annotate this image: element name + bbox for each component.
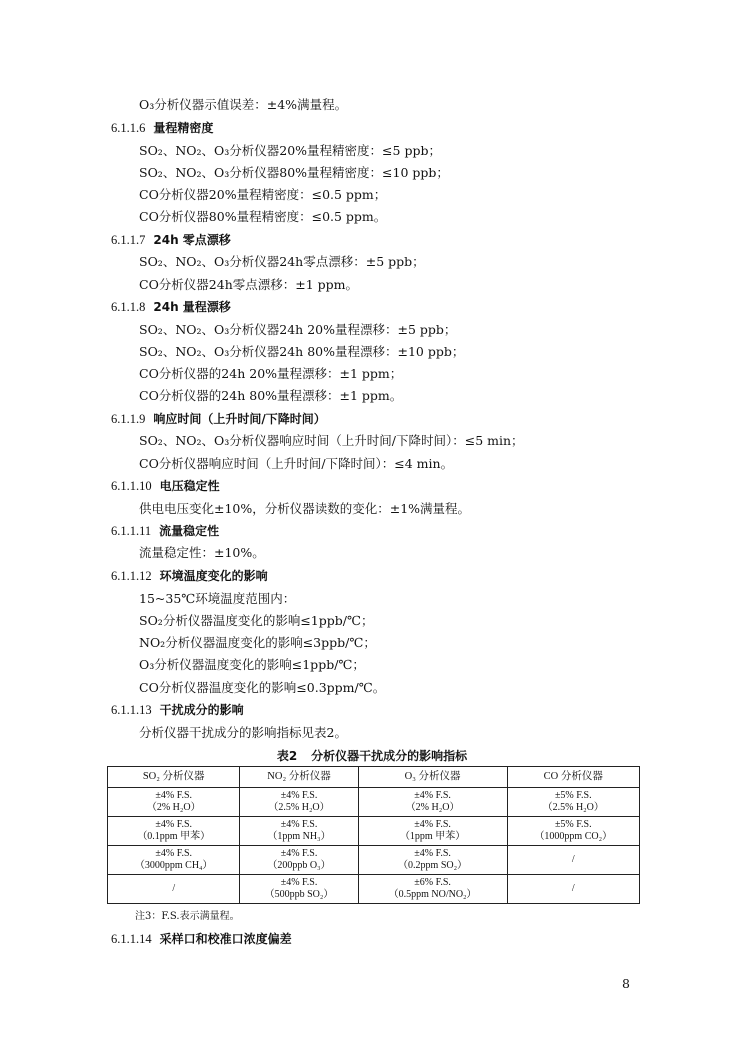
table-row bbox=[108, 875, 640, 904]
section-title: 响应时间（上升时间/下降时间） bbox=[153, 412, 326, 426]
paragraph-line: 分析仪器干扰成分的影响指标见表2。 bbox=[139, 725, 347, 740]
table-row bbox=[108, 788, 640, 817]
table-cell bbox=[240, 875, 358, 904]
table-cell bbox=[507, 875, 639, 904]
paragraph-line: SO₂、NO₂、O₃分析仪器响应时间（上升时间/下降时间）：≤5 min； bbox=[139, 433, 524, 448]
cell-line: ±4% F.S. bbox=[280, 790, 318, 801]
section-title: 24h 量程漂移 bbox=[153, 300, 231, 314]
cell-line: / bbox=[172, 883, 176, 894]
cell-line: （3000ppm CH₄） bbox=[134, 860, 213, 871]
section-title: 流量稳定性 bbox=[159, 524, 220, 538]
table-cell bbox=[358, 846, 507, 875]
paragraph-line: CO分析仪器响应时间（上升时间/下降时间）：≤4 min。 bbox=[139, 456, 454, 471]
table-cell bbox=[240, 788, 358, 817]
table-cell bbox=[240, 846, 358, 875]
page-number: 8 bbox=[622, 976, 630, 991]
table-cell bbox=[507, 817, 639, 846]
section-heading-6-1-1-14 bbox=[111, 931, 292, 947]
table-cell bbox=[108, 788, 240, 817]
paragraph-line: SO₂分析仪器温度变化的影响≤1ppb/℃； bbox=[139, 613, 374, 628]
section-heading bbox=[111, 568, 268, 584]
section-number: 6.1.1.13 bbox=[111, 703, 152, 717]
table-cell bbox=[507, 846, 639, 875]
cell-line: ±4% F.S. bbox=[155, 848, 193, 859]
paragraph-line: SO₂、NO₂、O₃分析仪器80%量程精密度：≤10 ppb； bbox=[139, 165, 449, 180]
paragraph-line: CO分析仪器的24h 80%量程漂移：±1 ppm。 bbox=[139, 388, 403, 403]
table-cell bbox=[108, 875, 240, 904]
paragraph-line: SO₂、NO₂、O₃分析仪器24h零点漂移：±5 ppb； bbox=[139, 254, 425, 269]
section-number: 6.1.1.9 bbox=[111, 412, 146, 426]
paragraph-line: CO分析仪器20%量程精密度：≤0.5 ppm； bbox=[139, 187, 387, 202]
cell-line: / bbox=[571, 883, 575, 894]
cell-line: ±4% F.S. bbox=[414, 819, 451, 830]
paragraph-line: SO₂、NO₂、O₃分析仪器24h 80%量程漂移：±10 ppb； bbox=[139, 344, 465, 359]
table-cell bbox=[358, 875, 507, 904]
column-header: CO 分析仪器 bbox=[507, 767, 639, 788]
paragraph-line: 15~35℃环境温度范围内： bbox=[139, 591, 296, 606]
section-heading bbox=[111, 478, 220, 494]
table-cell bbox=[358, 817, 507, 846]
cell-line: ±4% F.S. bbox=[414, 848, 451, 859]
section-heading bbox=[111, 299, 231, 315]
cell-line: （2% H₂O） bbox=[146, 802, 201, 813]
section-number: 6.1.1.10 bbox=[111, 479, 152, 493]
table-label: 表2 bbox=[276, 749, 298, 763]
paragraph-line: CO分析仪器80%量程精密度：≤0.5 ppm。 bbox=[139, 209, 387, 224]
paragraph-line: CO分析仪器24h零点漂移：±1 ppm。 bbox=[139, 277, 359, 292]
cell-line: （0.2ppm SO₂） bbox=[398, 860, 468, 871]
section-title: 量程精密度 bbox=[153, 121, 214, 135]
cell-line: ±5% F.S. bbox=[554, 790, 592, 801]
cell-line: （1ppm 甲苯） bbox=[399, 831, 466, 842]
cell-line: （500ppb SO₂） bbox=[264, 889, 334, 900]
table-body bbox=[108, 788, 640, 904]
section-number: 6.1.1.7 bbox=[111, 233, 146, 247]
section-number: 6.1.1.6 bbox=[111, 121, 146, 135]
table-cell bbox=[108, 817, 240, 846]
table-title: 分析仪器干扰成分的影响指标 bbox=[311, 749, 468, 763]
column-header: NO₂ 分析仪器 bbox=[240, 767, 358, 788]
table-cell bbox=[108, 846, 240, 875]
paragraph-line: SO₂、NO₂、O₃分析仪器20%量程精密度：≤5 ppb； bbox=[139, 143, 441, 158]
section-heading bbox=[111, 232, 231, 248]
cell-line: ±5% F.S. bbox=[554, 819, 592, 830]
paragraph-line: 流量稳定性：±10%。 bbox=[139, 545, 265, 560]
section-heading bbox=[111, 702, 244, 718]
section-heading bbox=[111, 523, 219, 539]
section-heading bbox=[111, 120, 213, 136]
table-caption bbox=[0, 747, 744, 764]
section-number: 6.1.1.14 bbox=[111, 932, 152, 946]
cell-line: （2.5% H₂O） bbox=[268, 802, 330, 813]
paragraph-line: SO₂、NO₂、O₃分析仪器24h 20%量程漂移：±5 ppb； bbox=[139, 322, 457, 337]
section-title: 24h 零点漂移 bbox=[153, 233, 231, 247]
section-number: 6.1.1.8 bbox=[111, 300, 146, 314]
cell-line: （200ppb O₃） bbox=[267, 860, 331, 871]
section-title: 采样口和校准口浓度偏差 bbox=[159, 932, 292, 946]
table-row bbox=[108, 817, 640, 846]
cell-line: ±4% F.S. bbox=[280, 877, 318, 888]
cell-line: ±6% F.S. bbox=[414, 877, 451, 888]
section-heading bbox=[111, 411, 326, 427]
cell-line: （2% H₂O） bbox=[405, 802, 460, 813]
interference-table bbox=[107, 766, 640, 904]
table-cell bbox=[507, 788, 639, 817]
section-title: 电压稳定性 bbox=[159, 479, 220, 493]
table-cell bbox=[358, 788, 507, 817]
section-number: 6.1.1.12 bbox=[111, 569, 152, 583]
section-number: 6.1.1.11 bbox=[111, 524, 152, 538]
paragraph-line: CO分析仪器温度变化的影响≤0.3ppm/℃。 bbox=[139, 680, 386, 695]
cell-line: （1000ppm CO₂） bbox=[534, 831, 613, 842]
cell-line: ±4% F.S. bbox=[155, 819, 193, 830]
paragraph-line: 供电电压变化±10%，分析仪器读数的变化：±1%满量程。 bbox=[139, 501, 471, 516]
table-header-row bbox=[108, 767, 640, 788]
cell-line: ±4% F.S. bbox=[280, 819, 318, 830]
column-header: O₃ 分析仪器 bbox=[358, 767, 507, 788]
section-title: 干扰成分的影响 bbox=[159, 703, 244, 717]
cell-line: （1ppm NH₃） bbox=[267, 831, 331, 842]
cell-line: （2.5% H₂O） bbox=[542, 802, 604, 813]
paragraph-line: O₃分析仪器温度变化的影响≤1ppb/℃； bbox=[139, 657, 365, 672]
cell-line: （0.5ppm NO/NO₂） bbox=[388, 889, 477, 900]
paragraph-line: NO₂分析仪器温度变化的影响≤3ppb/℃； bbox=[139, 635, 376, 650]
table-cell bbox=[240, 817, 358, 846]
cell-line: （0.1ppm 甲苯） bbox=[137, 831, 211, 842]
column-header: SO₂ 分析仪器 bbox=[108, 767, 240, 788]
table-row bbox=[108, 846, 640, 875]
table-note: 注3：F.S.表示满量程。 bbox=[135, 911, 240, 922]
paragraph-line: CO分析仪器的24h 20%量程漂移：±1 ppm； bbox=[139, 366, 403, 381]
cell-line: ±4% F.S. bbox=[280, 848, 318, 859]
section-title: 环境温度变化的影响 bbox=[159, 569, 268, 583]
paragraph-line: O₃分析仪器示值误差：±4%满量程。 bbox=[139, 97, 348, 112]
cell-line: ±4% F.S. bbox=[414, 790, 451, 801]
cell-line: ±4% F.S. bbox=[155, 790, 193, 801]
cell-line: / bbox=[571, 854, 575, 865]
